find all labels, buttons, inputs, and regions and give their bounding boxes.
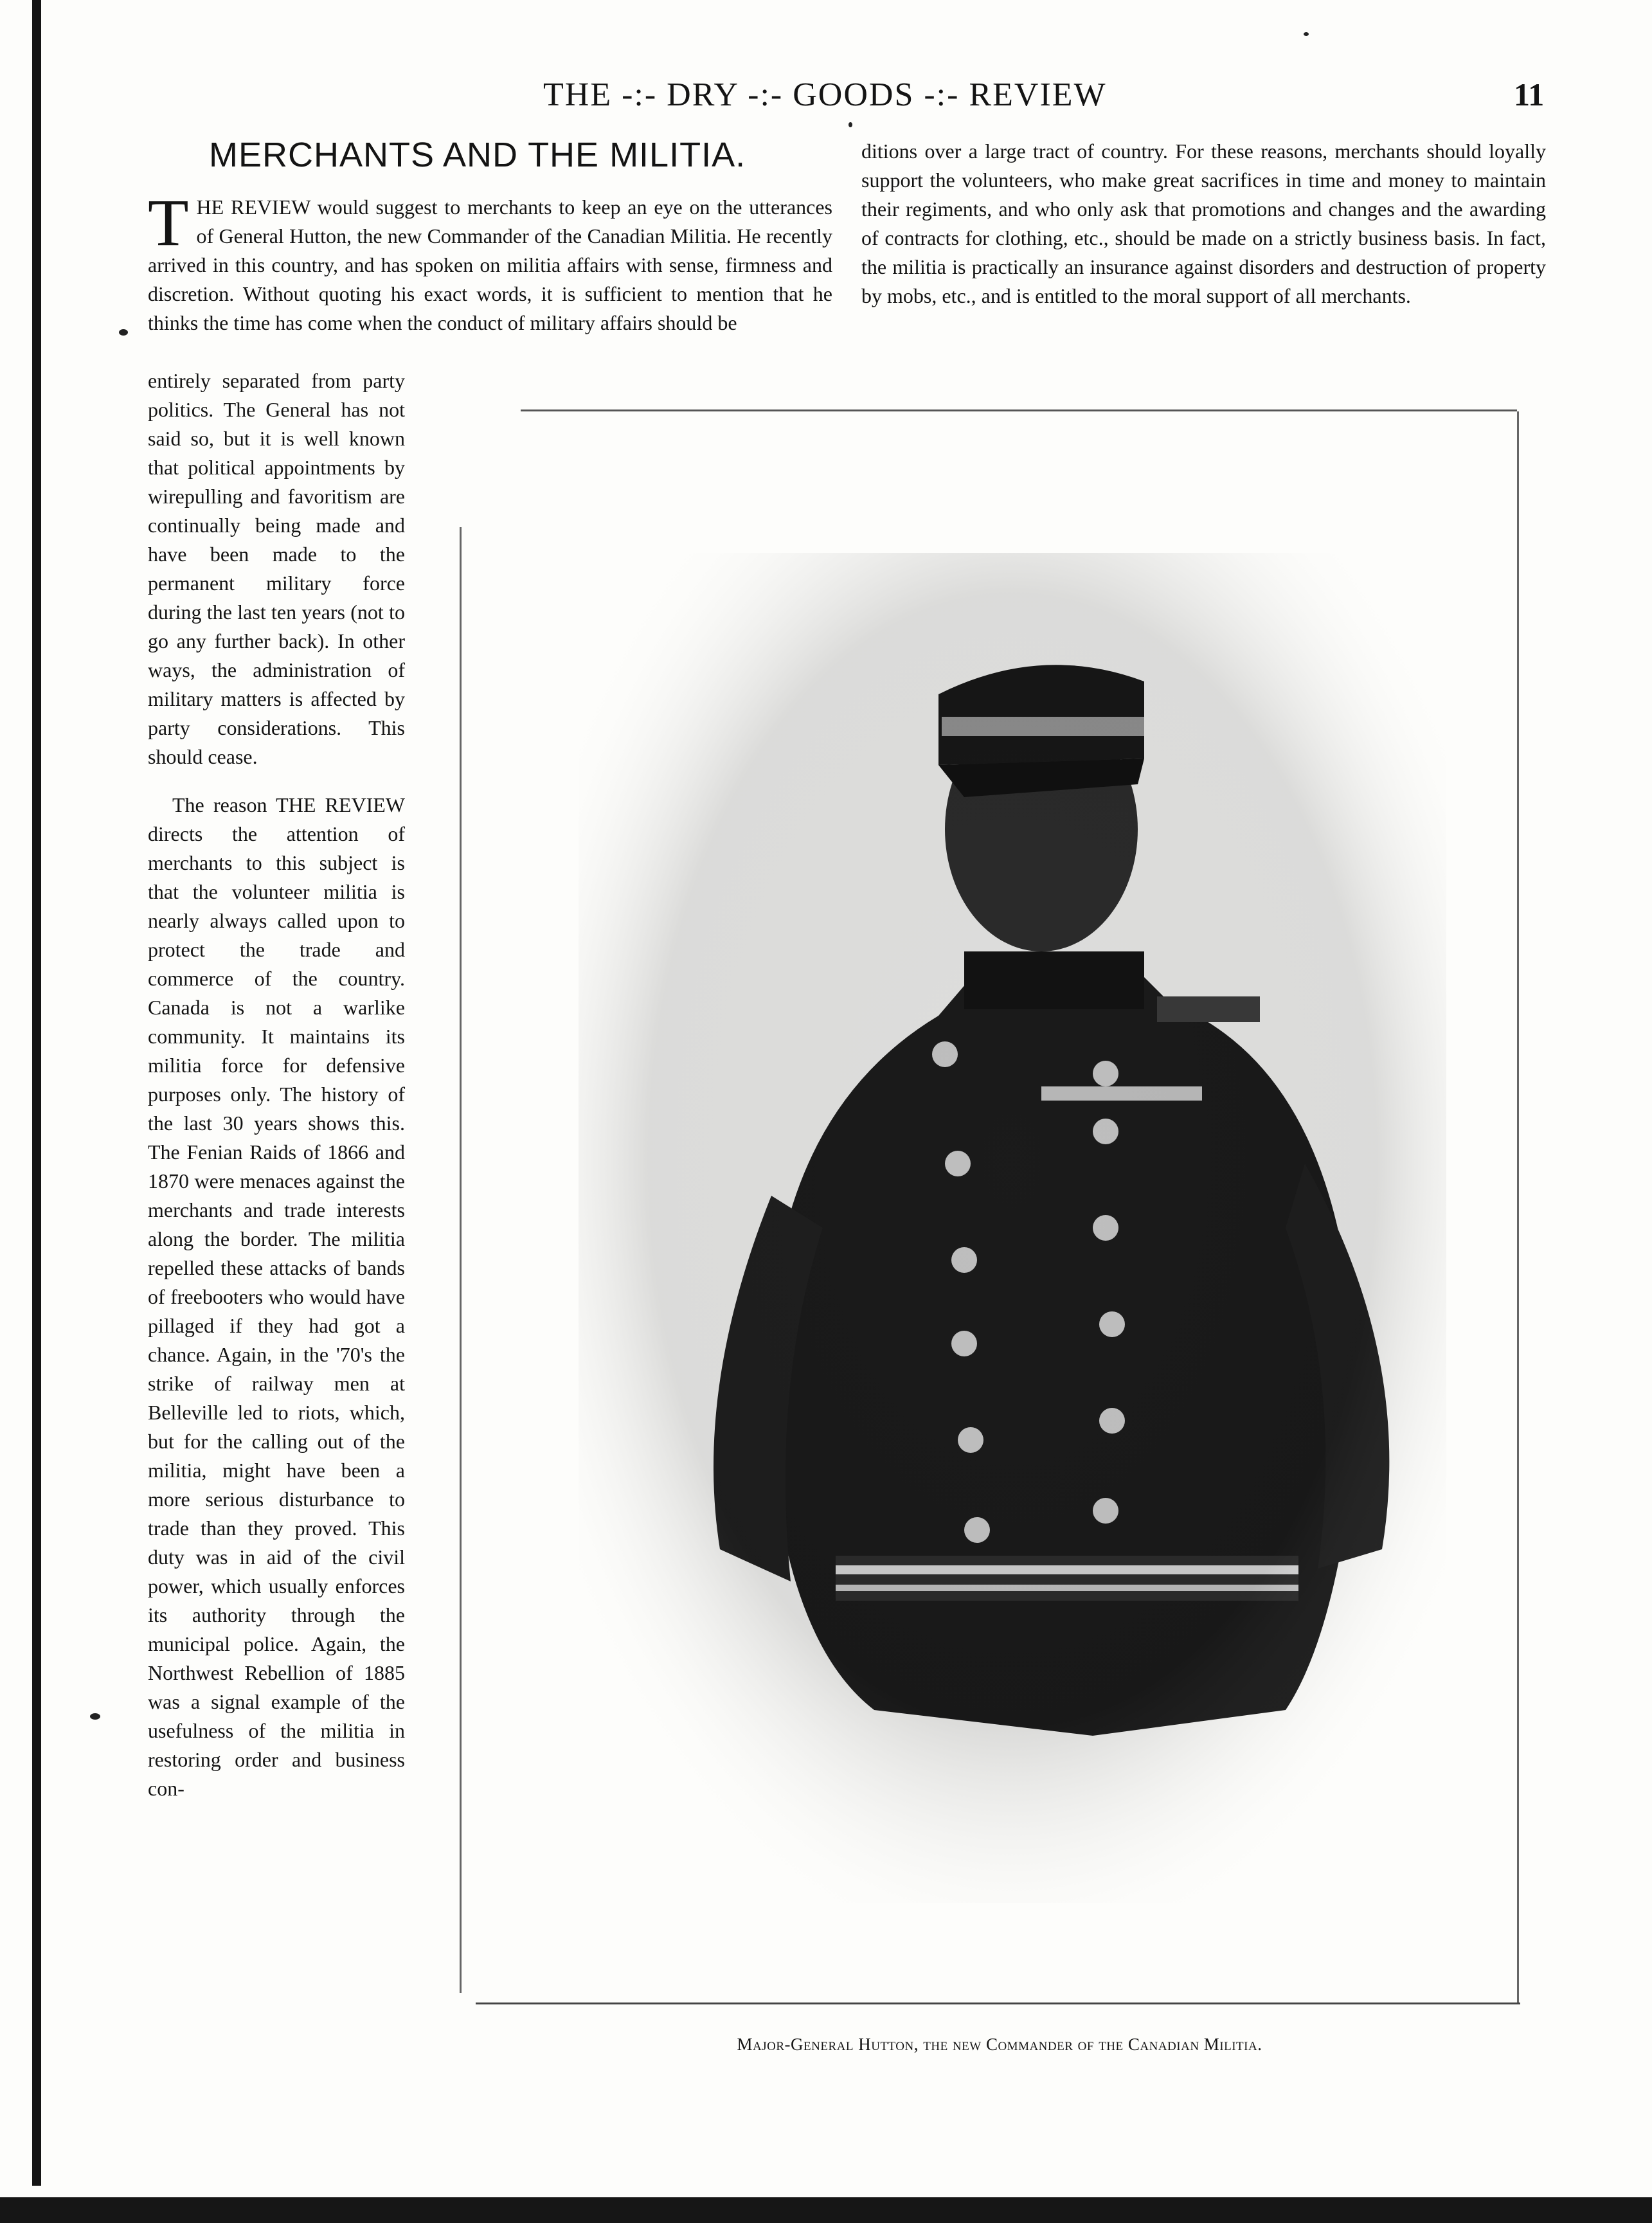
page-number: 11: [1514, 76, 1545, 113]
page-bottom-border: [0, 2197, 1652, 2223]
binding-edge: [32, 0, 41, 2186]
frame-rule-left: [460, 527, 462, 1993]
intro-paragraph: HE REVIEW would suggest to merchants to keep an eye on the utterances of General Hutton, the new Commander of the Canadian Militia. He recently arrived in this country, and has spoken on militia affairs with sense, firmness and discretion. Without quoting his exact words, it is sufficient to mention that he thinks the time has come when the conduct of military affairs should be: [148, 195, 832, 334]
frame-rule-bottom: [476, 2003, 1520, 2004]
article-intro: [148, 186, 832, 338]
print-speck: [90, 1713, 100, 1720]
left-column: [148, 366, 405, 1803]
print-speck: [1304, 32, 1309, 36]
frame-rule-right: [1517, 411, 1519, 2003]
frame-rule-top: [521, 410, 1517, 411]
body-paragraph: ditions over a large tract of country. For these reasons, merchants should loyally support the volunteers, who make great sacrifices in time and money to maintain their regiments, and who only ask that promotions and changes and the awarding of contracts for clothing, etc., should be made on a strictly business basis. In fact, the militia is practically an insurance against disorders and destruction of property by mobs, etc., and is entitled to the moral support of all merchants.: [861, 140, 1546, 307]
body-paragraph: The reason THE REVIEW directs the attention of merchants to this subject is that the volunteer militia is nearly always called upon to protect the trade and commerce of the country. Canada is not a warlike community. It maintains its militia force for defensive purposes only. The history of the last 30 years shows this. The Fenian Raids of 1866 and 1870 were menaces against the merchants and trade interests along the border. The militia repelled these attacks of bands of freebooters who would have pillaged if they had got a chance. Again, in the '70's the strike of railway men at Belleville led to riots, which, but for the calling out of the militia, might have been a more serious disturbance to trade than they proved. This duty was in aid of the civil power, which usually enforces its authority through the municipal police. Again, the Northwest Rebellion of 1885 was a signal example of the usefulness of the militia in restoring order and business con-: [148, 793, 405, 1800]
drop-cap: T: [148, 186, 189, 260]
right-column: [861, 137, 1546, 310]
portrait-photo: [579, 553, 1446, 1903]
running-head: [0, 76, 1652, 127]
publication-title: THE -:- DRY -:- GOODS -:- REVIEW: [543, 76, 1107, 113]
portrait-caption: Major-General Hutton, the new Commander of the Canadian Militia.: [737, 2035, 1262, 2054]
print-speck: [119, 329, 128, 336]
body-paragraph: entirely separated from party politics. The General has not said so, but it is well known that political appointments by wirepulling and favoritism are continually being made and have been made to the permanent military force during the last ten years (not to go any further back). In other ways, the administration of military matters is affected by party considerations. This should cease.: [148, 369, 405, 768]
article-title: MERCHANTS AND THE MILITIA.: [209, 136, 746, 174]
